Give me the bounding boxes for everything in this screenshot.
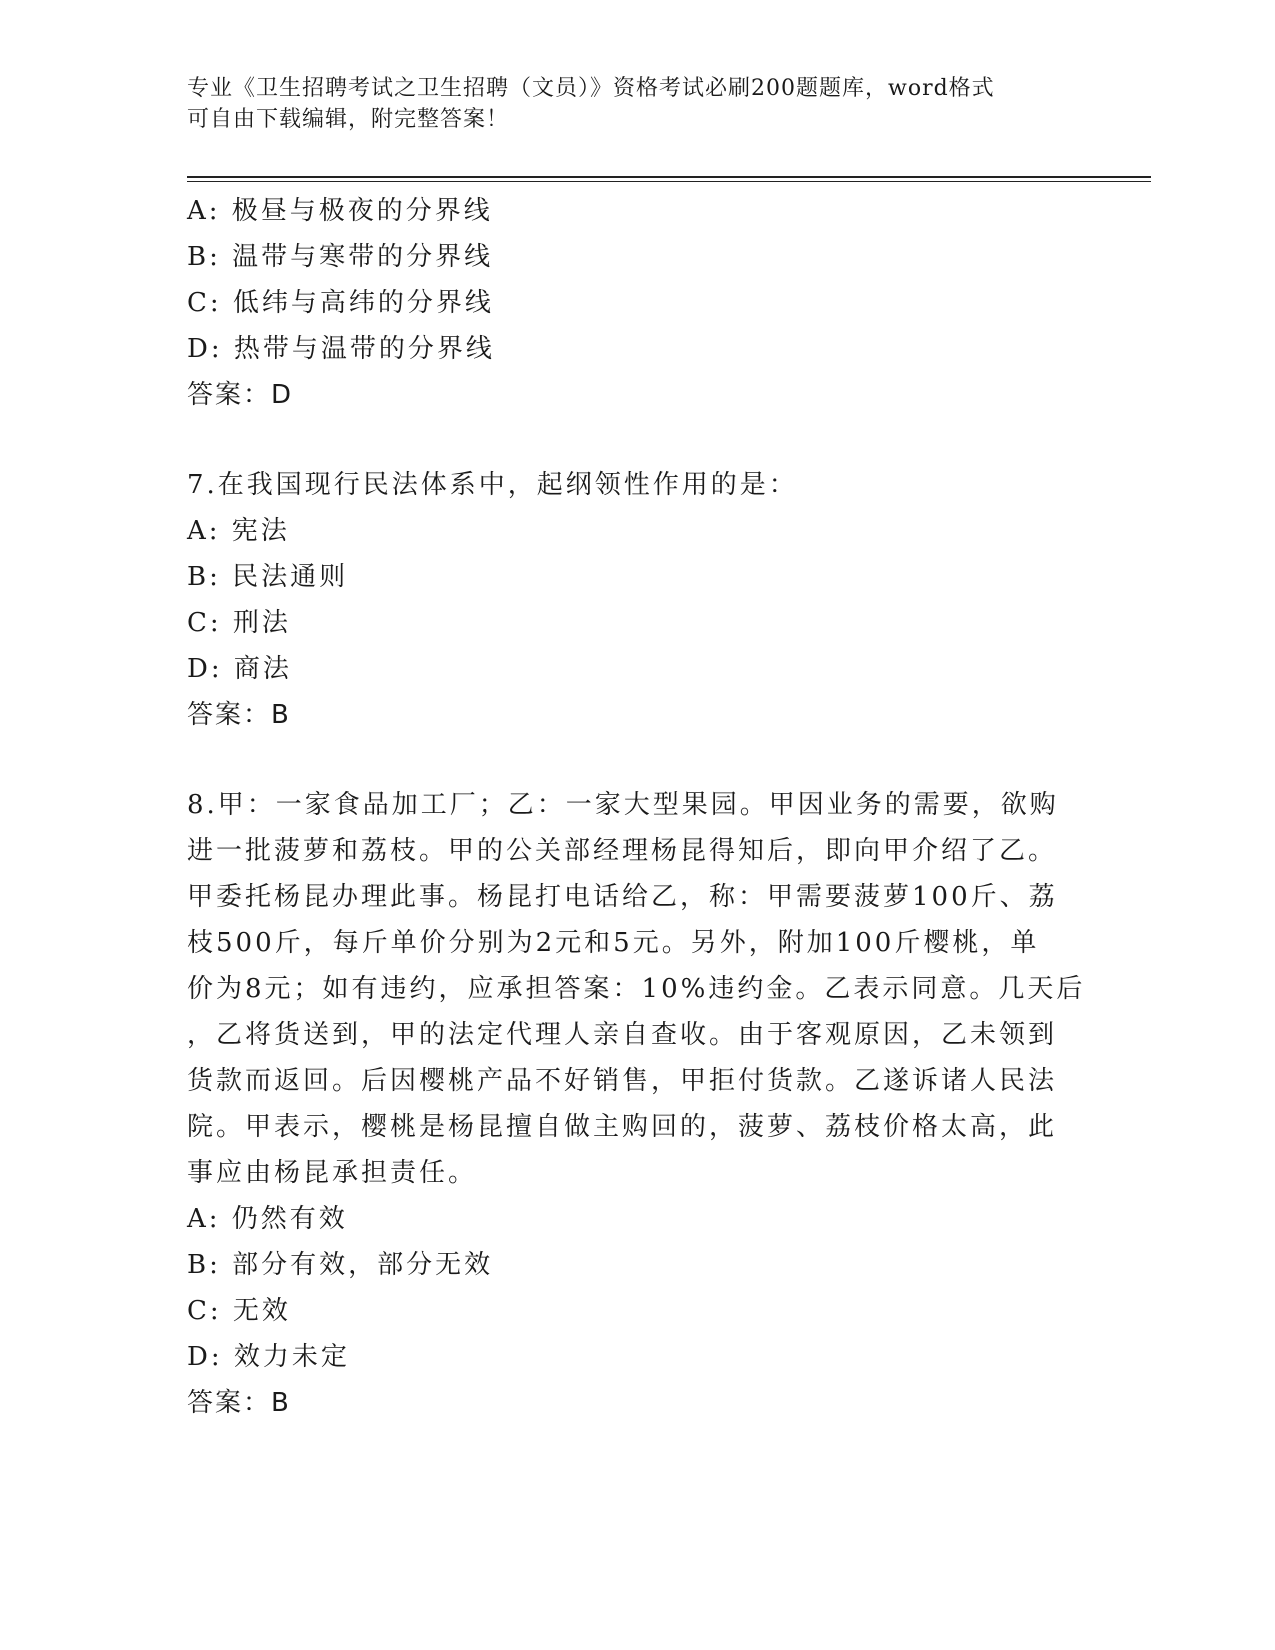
- stem-line: 甲委托杨昆办理此事。杨昆打电话给乙，称：甲需要菠萝100斤、荔: [187, 882, 1058, 912]
- answer-line: 答案：B: [187, 1388, 291, 1418]
- question-7: [187, 462, 1087, 738]
- spacer: [187, 738, 1087, 782]
- option-a: A: 仍然有效: [187, 1204, 348, 1234]
- option-a: A: 极昼与极夜的分界线: [187, 196, 493, 226]
- header-line-1: 专业《卫生招聘考试之卫生招聘（文员）》资格考试必刷200题题库，word格式: [187, 76, 995, 101]
- stem-line: 8.甲：一家食品加工厂；乙：一家大型果园。甲因业务的需要，欲购: [187, 790, 1059, 820]
- option-d: D: 热带与温带的分界线: [187, 334, 495, 364]
- option-a: A: 宪法: [187, 516, 290, 546]
- answer-line: 答案：D: [187, 380, 294, 410]
- option-c: C: 刑法: [187, 608, 291, 638]
- stem-line: 价为8元；如有违约，应承担答案：10%违约金。乙表示同意。几天后: [187, 974, 1086, 1004]
- answer-line: 答案：B: [187, 700, 291, 730]
- stem-line: 枝500斤，每斤单价分别为2元和5元。另外，附加100斤樱桃，单: [187, 928, 1040, 958]
- stem-line: 事应由杨昆承担责任。: [187, 1158, 478, 1188]
- option-c: C: 无效: [187, 1296, 291, 1326]
- stem-line: 进一批菠萝和荔枝。甲的公关部经理杨昆得知后，即向甲介绍了乙。: [187, 836, 1058, 866]
- question-8: [187, 782, 1087, 1426]
- question-stem: [187, 782, 1087, 1196]
- header-line-2: 可自由下载编辑，附完整答案！: [187, 107, 510, 132]
- stem-line: 货款而返回。后因樱桃产品不好销售，甲拒付货款。乙遂诉诸人民法: [187, 1066, 1058, 1096]
- option-b: B: 温带与寒带的分界线: [187, 242, 494, 272]
- option-c: C: 低纬与高纬的分界线: [187, 288, 494, 318]
- option-b: B: 民法通则: [187, 562, 349, 592]
- question-content: [187, 188, 1087, 1426]
- question-6: [187, 188, 1087, 418]
- stem-line: 院。甲表示，樱桃是杨昆擅自做主购回的，菠萝、荔枝价格太高，此: [187, 1112, 1058, 1142]
- header-divider-thin: [187, 181, 1151, 182]
- document-header: [187, 73, 1067, 135]
- stem-line: ，乙将货送到，甲的法定代理人亲自查收。由于客观原因，乙未领到: [187, 1020, 1058, 1050]
- question-stem: 7.在我国现行民法体系中，起纲领性作用的是：: [187, 470, 798, 500]
- option-d: D: 商法: [187, 654, 292, 684]
- header-divider-thick: [187, 176, 1151, 178]
- spacer: [187, 418, 1087, 462]
- option-b: B: 部分有效，部分无效: [187, 1250, 494, 1280]
- option-d: D: 效力未定: [187, 1342, 350, 1372]
